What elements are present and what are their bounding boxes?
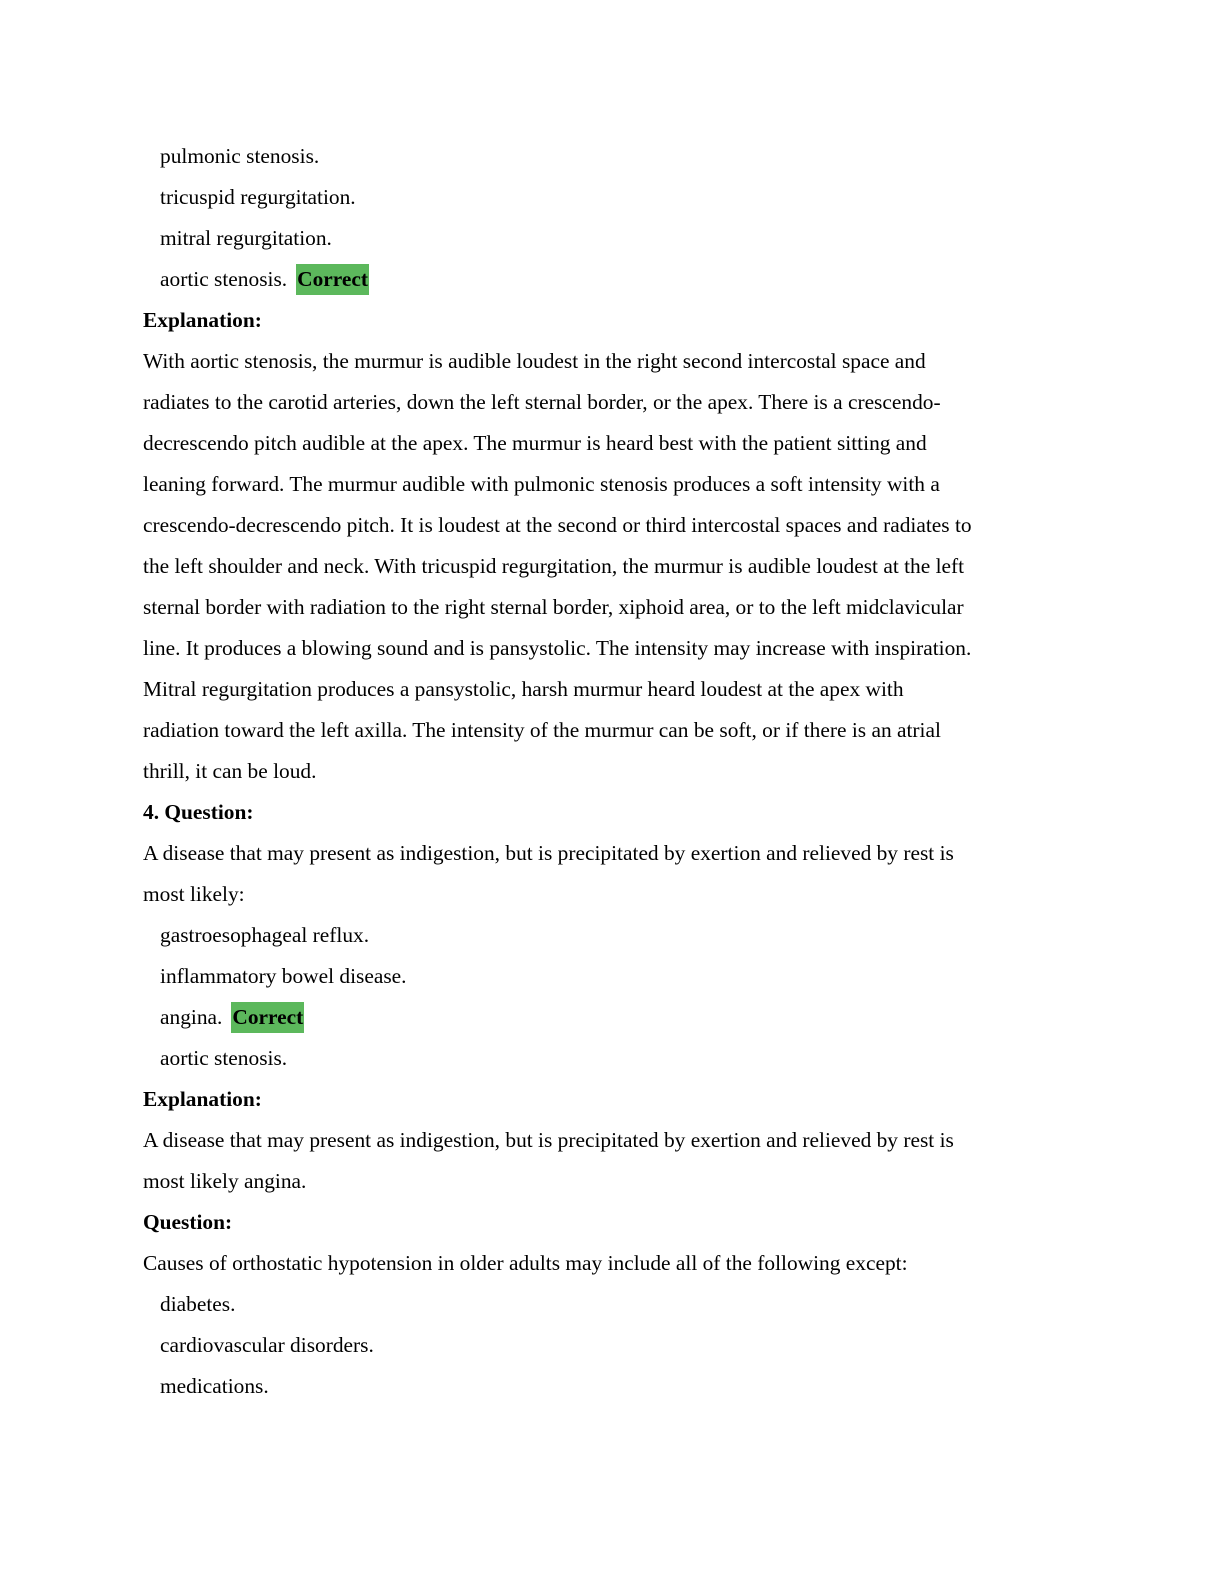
explanation-line: With aortic stenosis, the murmur is audible loudest in the right second intercostal space and — [143, 349, 926, 373]
q5-option-3 — [143, 1366, 1073, 1407]
correct-badge: Correct — [231, 1002, 304, 1033]
q3-explanation — [143, 341, 1073, 792]
explanation-line: decrescendo pitch audible at the apex. The murmur is heard best with the patient sitting and — [143, 431, 927, 455]
question-line: A disease that may present as indigestion, but is precipitated by exertion and relieved by rest is — [143, 841, 954, 865]
explanation-line: sternal border with radiation to the right sternal border, xiphoid area, or to the left midclavicular — [143, 595, 964, 619]
q3-options — [143, 136, 1073, 300]
q4-option-1 — [143, 915, 1073, 956]
q3-option-4 — [143, 259, 1073, 300]
explanation-line: thrill, it can be loud. — [143, 759, 317, 783]
option-text: gastroesophageal reflux. — [160, 923, 370, 947]
q4-explanation — [143, 1120, 1073, 1202]
option-text: aortic stenosis. — [160, 267, 288, 291]
explanation-line: radiation toward the left axilla. The intensity of the murmur can be soft, or if there is an atrial — [143, 718, 941, 742]
q3-option-1 — [143, 136, 1073, 177]
q3-option-3 — [143, 218, 1073, 259]
option-text: diabetes. — [160, 1292, 236, 1316]
document-page — [143, 136, 1073, 1407]
explanation-line: Mitral regurgitation produces a pansystolic, harsh murmur heard loudest at the apex with — [143, 677, 904, 701]
option-text: angina. — [160, 1005, 223, 1029]
q5-options — [143, 1284, 1073, 1407]
option-text: cardiovascular disorders. — [160, 1333, 374, 1357]
q4-option-2 — [143, 956, 1073, 997]
q4-option-4 — [143, 1038, 1073, 1079]
q4-question-text — [143, 833, 1073, 915]
explanation-line: leaning forward. The murmur audible with pulmonic stenosis produces a soft intensity with a — [143, 472, 940, 496]
option-text: inflammatory bowel disease. — [160, 964, 407, 988]
q5-option-2 — [143, 1325, 1073, 1366]
option-text: aortic stenosis. — [160, 1046, 288, 1070]
option-text: mitral regurgitation. — [160, 226, 332, 250]
q4-explanation-heading: Explanation: — [143, 1087, 262, 1111]
q5-heading: Question: — [143, 1210, 233, 1234]
explanation-line: crescendo-decrescendo pitch. It is loudest at the second or third intercostal spaces and radiates to — [143, 513, 972, 537]
explanation-line: A disease that may present as indigestion, but is precipitated by exertion and relieved by rest is — [143, 1128, 954, 1152]
q5-option-1 — [143, 1284, 1073, 1325]
option-text: tricuspid regurgitation. — [160, 185, 356, 209]
q4-options — [143, 915, 1073, 1079]
question-line: Causes of orthostatic hypotension in older adults may include all of the following except: — [143, 1251, 908, 1275]
explanation-line: radiates to the carotid arteries, down the left sternal border, or the apex. There is a crescendo- — [143, 390, 941, 414]
q3-option-2 — [143, 177, 1073, 218]
explanation-line: the left shoulder and neck. With tricuspid regurgitation, the murmur is audible loudest at the left — [143, 554, 965, 578]
explanation-line: line. It produces a blowing sound and is pansystolic. The intensity may increase with inspiration. — [143, 636, 972, 660]
q3-explanation-heading: Explanation: — [143, 308, 262, 332]
correct-badge: Correct — [296, 264, 369, 295]
q4-option-3 — [143, 997, 1073, 1038]
q4-heading: 4. Question: — [143, 800, 254, 824]
option-text: pulmonic stenosis. — [160, 144, 320, 168]
question-line: most likely: — [143, 882, 245, 906]
explanation-line: most likely angina. — [143, 1169, 307, 1193]
option-text: medications. — [160, 1374, 269, 1398]
q5-question-text — [143, 1243, 1073, 1284]
